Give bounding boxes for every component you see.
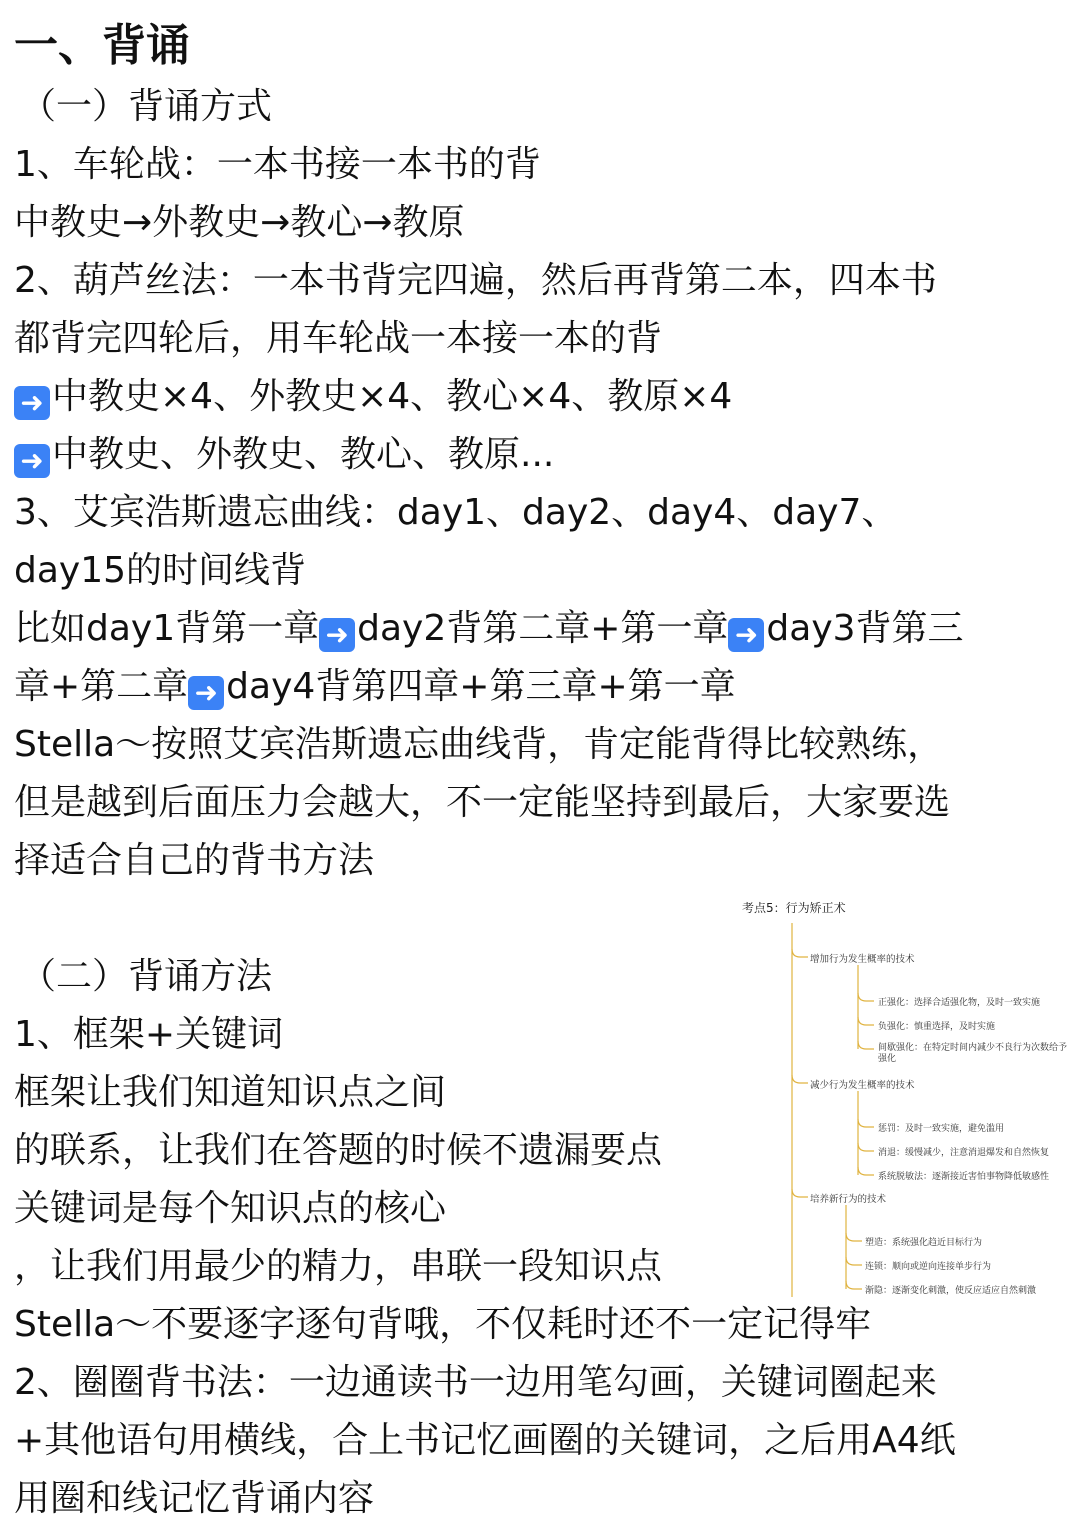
item-framework-line3: 关键词是每个知识点的核心	[14, 1188, 447, 1229]
example-step: 章+第二章	[14, 666, 189, 707]
mindmap-branch: 减少行为发生概率的技术	[810, 1080, 915, 1091]
mindmap-leaf-line	[858, 1167, 874, 1175]
item-gourd-line2: 都背完四轮后，用车轮战一本接一本的背	[14, 318, 663, 359]
right-arrow-icon: ➜	[14, 444, 50, 478]
stella-note-line2: 但是越到后面压力会越大，不一定能坚持到最后，大家要选	[14, 782, 951, 823]
stella-note-line3: 择适合自己的背书方法	[14, 840, 375, 881]
mindmap-leaf-line	[846, 1281, 862, 1289]
item-framework-line2: 的联系，让我们在答题的时候不遗漏要点	[14, 1130, 663, 1171]
item-framework-line4: ，让我们用最少的精力，串联一段知识点	[14, 1246, 663, 1287]
stella-note-line1: Stella～按照艾宾浩斯遗忘曲线背，肯定能背得比较熟练，	[14, 724, 944, 765]
mindmap-leaf-line	[858, 1041, 874, 1049]
subsection-heading-techniques: （二）背诵方法	[20, 956, 273, 997]
item-gourd-arrow-a	[14, 368, 1070, 426]
mindmap-leaf-line	[846, 1233, 862, 1241]
mindmap-leaf-line	[858, 993, 874, 1001]
arrow-a-part: ×4	[679, 376, 733, 417]
example-step: 比如day1背第一章	[14, 608, 320, 649]
arrow-a-part: ×4、教心	[357, 376, 519, 417]
mindmap-leaf-line	[858, 1119, 874, 1127]
mindmap-branch: 培养新行为的技术	[810, 1194, 887, 1205]
mindmap-leaf: 正强化：选择合适强化物，及时一致实施	[878, 998, 1041, 1008]
mindmap-branch: 增加行为发生概率的技术	[810, 954, 915, 965]
item-framework-title: 1、框架+关键词	[14, 1014, 284, 1055]
mindmap-leaf-line	[858, 1143, 874, 1151]
mindmap-leaf: 消退：缓慢减少，注意消退爆发和自然恢复	[878, 1148, 1050, 1158]
mindmap-leaf-line	[858, 1017, 874, 1025]
mindmap-branch-line	[792, 1075, 808, 1083]
example-step: day4背第四章+第三章+第一章	[226, 666, 736, 707]
arrow-b-text: 中教史、外教史、教心、教原...	[52, 434, 555, 475]
stella-note-2: Stella～不要逐字逐句背哦，不仅耗时还不一定记得牢	[14, 1304, 872, 1345]
item-wheel-war-order: 中教史→外教史→教心→教原	[14, 202, 465, 243]
item-gourd-arrow-b	[14, 426, 1070, 484]
item-gourd-line1: 2、葫芦丝法：一本书背完四遍，然后再背第二本，四本书	[14, 260, 937, 301]
mindmap-leaf: 渐隐：逐渐变化刺激，使反应适应自然刺激	[865, 1286, 1037, 1296]
mindmap-branch-line	[792, 949, 808, 957]
item-ebbinghaus-line2: day15的时间线背	[14, 550, 307, 591]
example-step: day3背第三	[766, 608, 964, 649]
mindmap-leaf: 惩罚：及时一致实施，避免滥用	[878, 1124, 1005, 1134]
item-ebbinghaus-example-line1	[14, 600, 1070, 658]
mindmap-image	[740, 895, 1075, 1305]
arrow-a-part: ×4、教原	[518, 376, 680, 417]
mindmap-leaf: 间歇强化：在特定时间内减少不良行为次数给予强化	[878, 1043, 1068, 1064]
item-wheel-war-title: 1、车轮战：一本书接一本书的背	[14, 144, 541, 185]
mindmap-leaf: 塑造：系统强化趋近目标行为	[865, 1238, 983, 1248]
mindmap-leaf: 负强化：慎重选择，及时实施	[878, 1022, 996, 1032]
section-heading: 一、背诵	[14, 20, 190, 71]
item-circle-line2: +其他语句用横线，合上书记忆画圈的关键词，之后用A4纸	[14, 1420, 956, 1461]
mindmap-title: 考点5：行为矫正术	[742, 901, 846, 915]
mindmap-branch-line	[792, 1189, 808, 1197]
right-arrow-icon: ➜	[319, 618, 355, 652]
arrow-a-part: 中教史	[52, 376, 161, 417]
example-step: day2背第二章+第一章	[357, 608, 729, 649]
right-arrow-icon: ➜	[728, 618, 764, 652]
item-ebbinghaus-example-line2	[14, 658, 1070, 716]
mindmap-leaf-line	[846, 1257, 862, 1265]
item-ebbinghaus-line1: 3、艾宾浩斯遗忘曲线：day1、day2、day4、day7、	[14, 492, 898, 533]
arrow-a-part: ×4、外教史	[160, 376, 358, 417]
mindmap-leaf: 系统脱敏法：逐渐接近害怕事物降低敏感性	[878, 1172, 1050, 1182]
right-arrow-icon: ➜	[14, 386, 50, 420]
item-circle-line1: 2、圈圈背书法：一边通读书一边用笔勾画，关键词圈起来	[14, 1362, 937, 1403]
item-framework-line1: 框架让我们知道知识点之间	[14, 1072, 447, 1113]
item-circle-line3: 用圈和线记忆背诵内容	[14, 1478, 375, 1519]
right-arrow-icon: ➜	[188, 676, 224, 710]
mindmap-leaf: 连锁：顺向或逆向连接单步行为	[865, 1262, 992, 1272]
subsection-heading-methods: （一）背诵方式	[20, 86, 273, 127]
